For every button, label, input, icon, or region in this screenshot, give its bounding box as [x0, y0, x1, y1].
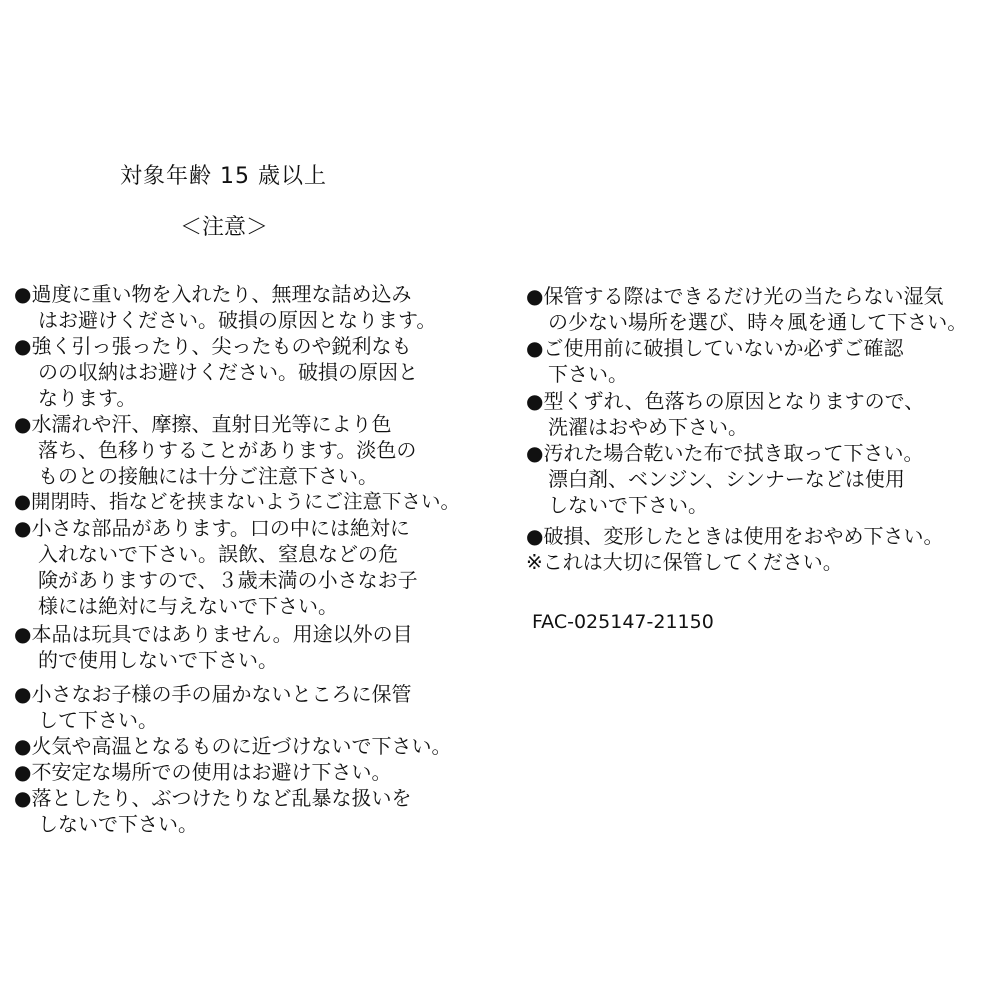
left-line: 入れないで下さい。誤飲、窒息などの危: [38, 542, 398, 566]
right-line: の少ない場所を選び、時々風を通して下さい。: [548, 310, 968, 334]
left-line: ●開閉時、指などを挟まないようにご注意下さい。: [14, 490, 461, 513]
left-line: 険がありますので、３歳未満の小さなお子: [38, 568, 418, 592]
left-line: ●本品は玩具ではありません。用途以外の目: [14, 622, 413, 646]
left-line: はお避けください。破損の原因となります。: [38, 308, 437, 332]
left-line: 様には絶対に与えないで下さい。: [38, 594, 338, 618]
right-line: ●保管する際はできるだけ光の当たらない湿気: [526, 284, 944, 308]
right-line: 漂白剤、ベンジン、シンナーなどは使用: [548, 467, 905, 491]
left-line: ●火気や高温となるものに近づけないで下さい。: [14, 734, 452, 758]
left-line: のの収納はお避けください。破損の原因と: [38, 360, 418, 384]
right-line: 下さい。: [548, 362, 628, 386]
right-line: ●破損、変形したときは使用をおやめ下さい。: [526, 524, 944, 548]
left-line: ●水濡れや汗、摩擦、直射日光等により色: [14, 412, 392, 436]
right-line: しないで下さい。: [548, 493, 708, 517]
right-line: ※これは大切に保管してください。: [526, 550, 843, 574]
age-label: 対象年齢 15 歳以上: [120, 164, 327, 189]
left-line: ●過度に重い物を入れたり、無理な詰め込み: [14, 282, 412, 306]
left-line: しないで下さい。: [38, 812, 198, 836]
left-line: 的で使用しないで下さい。: [38, 648, 278, 672]
left-line: ●不安定な場所での使用はお避け下さい。: [14, 760, 392, 784]
left-line: ●強く引っ張ったり、尖ったものや鋭利なも: [14, 334, 412, 358]
right-line: ●型くずれ、色落ちの原因となりますので、: [526, 389, 925, 413]
product-code: FAC-025147-21150: [532, 611, 714, 633]
left-line: なります。: [38, 386, 137, 410]
left-line: 落ち、色移りすることがあります。淡色の: [38, 438, 417, 462]
left-line: ●落としたり、ぶつけたりなど乱暴な扱いを: [14, 786, 412, 810]
left-line: ものとの接触には十分ご注意下さい。: [38, 464, 378, 488]
right-line: 洗濯はおやめ下さい。: [548, 415, 748, 439]
notice-title: ＜注意＞: [180, 215, 269, 240]
left-line: ●小さなお子様の手の届かないところに保管: [14, 682, 412, 706]
right-line: ●ご使用前に破損していないか必ずご確認: [526, 336, 904, 360]
right-line: ●汚れた場合乾いた布で拭き取って下さい。: [526, 441, 924, 465]
left-line: して下さい。: [38, 708, 158, 732]
left-line: ●小さな部品があります。口の中には絶対に: [14, 516, 410, 540]
